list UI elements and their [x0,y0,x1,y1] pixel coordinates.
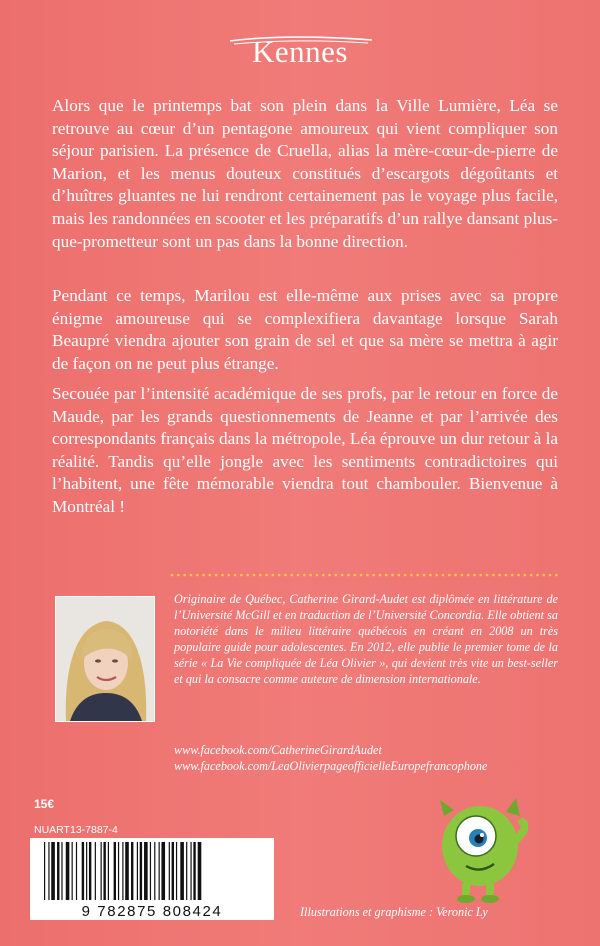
publisher-name: Kennes [252,34,348,69]
monster-mascot-icon [436,796,528,904]
facebook-link-series[interactable]: www.facebook.com/LeaOlivierpageofficielleEuropefrancophone [174,759,488,773]
barcode-bars-icon [30,838,274,904]
barcode-bar [159,842,160,900]
barcode-bar [86,842,87,900]
blurb-text: Pendant ce temps, Marilou est elle-même aux prises avec sa propre énigme amoureuse qui se complexifiera davantage lorsque Sarah Beaupré viendra ajouter son grain de sel et que sa mère se mettra à agir de façon on ne peut plus étrange. [52,286,558,373]
barcode-bar [51,842,55,900]
barcode-digits: 9 782875 808424 [81,903,223,920]
nuart-row [34,824,160,837]
author-photo [55,596,155,722]
barcode-bar [140,842,142,900]
blurb-text: Alors que le printemps bat son plein dans la Ville Lumière, Léa se retrouve au cœur d’un pentagone amoureux qui vient compliquer son séjour parisien. La présence de Cruella, alias la mère-cœur-de-pierre de Marion, et les menus douteux constitués d’escargots dégoûtants et d’huîtres gluantes ne lui rendront certainement pas le voyage plus facile, mais les randonnées en scooter et les préparatifs d’un rallye dansant plus-que-prometteur sont un pas dans la bonne direction. [52,96,558,251]
barcode-bar [154,842,155,900]
blurb-text: Secouée par l’intensité académique de ses profs, par le retour en force de Maude, par les grands questionnements de Jeanne et par l’arrivée des correspondants français dans la métropole, Léa éprouve un dur retour à la réalité. Tandis qu’elle jongle avec les sentiments contradictoires qui l’habitent, une fête mémorable viendra tout chambouler. Bienvenue à Montréal ! [52,384,558,516]
logo-swoosh-icon [228,34,374,46]
barcode-bar [137,842,138,900]
barcode-bar [186,842,187,900]
barcode-bar [44,842,45,900]
blurb-paragraph-2 [52,285,558,375]
author-bio: Originaire de Québec, Catherine Girard-Audet est diplômée en littérature de l’Université McGill et en traduction de l’Université Concordia. Elle obtient sa notoriété dans le milieu littéraire québécois en créant en 2008 un très populaire guide pour adolescentes. En 2012, elle publie le premier tome de la série « La Vie compliquée de Léa Olivier », qui devient très vite un best-seller et qui la consacre comme auteure de dimension internationale. [174,592,558,686]
author-links [174,742,487,774]
barcode-bar [48,842,49,900]
barcode-bar [161,842,165,900]
barcode-bar [176,842,177,900]
barcode-bar [66,842,70,900]
barcode-bar [76,842,77,900]
barcode-bar [169,842,170,900]
barcode-bar [72,842,73,900]
barcode-bar [103,842,105,900]
barcode-bar [172,842,174,900]
barcode-bar [131,842,133,900]
barcode-bar [95,842,96,900]
barcode-bar [190,842,191,900]
barcode-bar [61,842,62,900]
barcode-bar [198,842,202,900]
facebook-link-author[interactable]: www.facebook.com/CatherineGirardAudet [174,743,382,757]
barcode-bar [82,842,84,900]
barcode-bar [114,842,116,900]
barcode-bar [180,842,184,900]
barcode-bar [89,842,91,900]
barcode-bar [122,842,123,900]
barcode-bar [57,842,59,900]
barcode-bar [108,842,109,900]
nuart-value: 13-7887-4 [70,824,118,836]
dotted-divider [170,572,560,578]
price: 15€ [34,797,55,811]
barcode-bar [150,842,151,900]
barcode-bar [101,842,102,900]
barcode-bar [144,842,148,900]
author-portrait-icon [56,597,154,721]
barcode-bar [125,842,129,900]
blurb-paragraph-1 [52,95,558,253]
nuart-label: NUART [34,824,70,836]
blurb-paragraph-3 [52,383,558,519]
barcode-bar [193,842,195,900]
barcode-bar [118,842,119,900]
illustration-credit: Illustrations et graphisme : Veronic Ly [300,905,488,919]
